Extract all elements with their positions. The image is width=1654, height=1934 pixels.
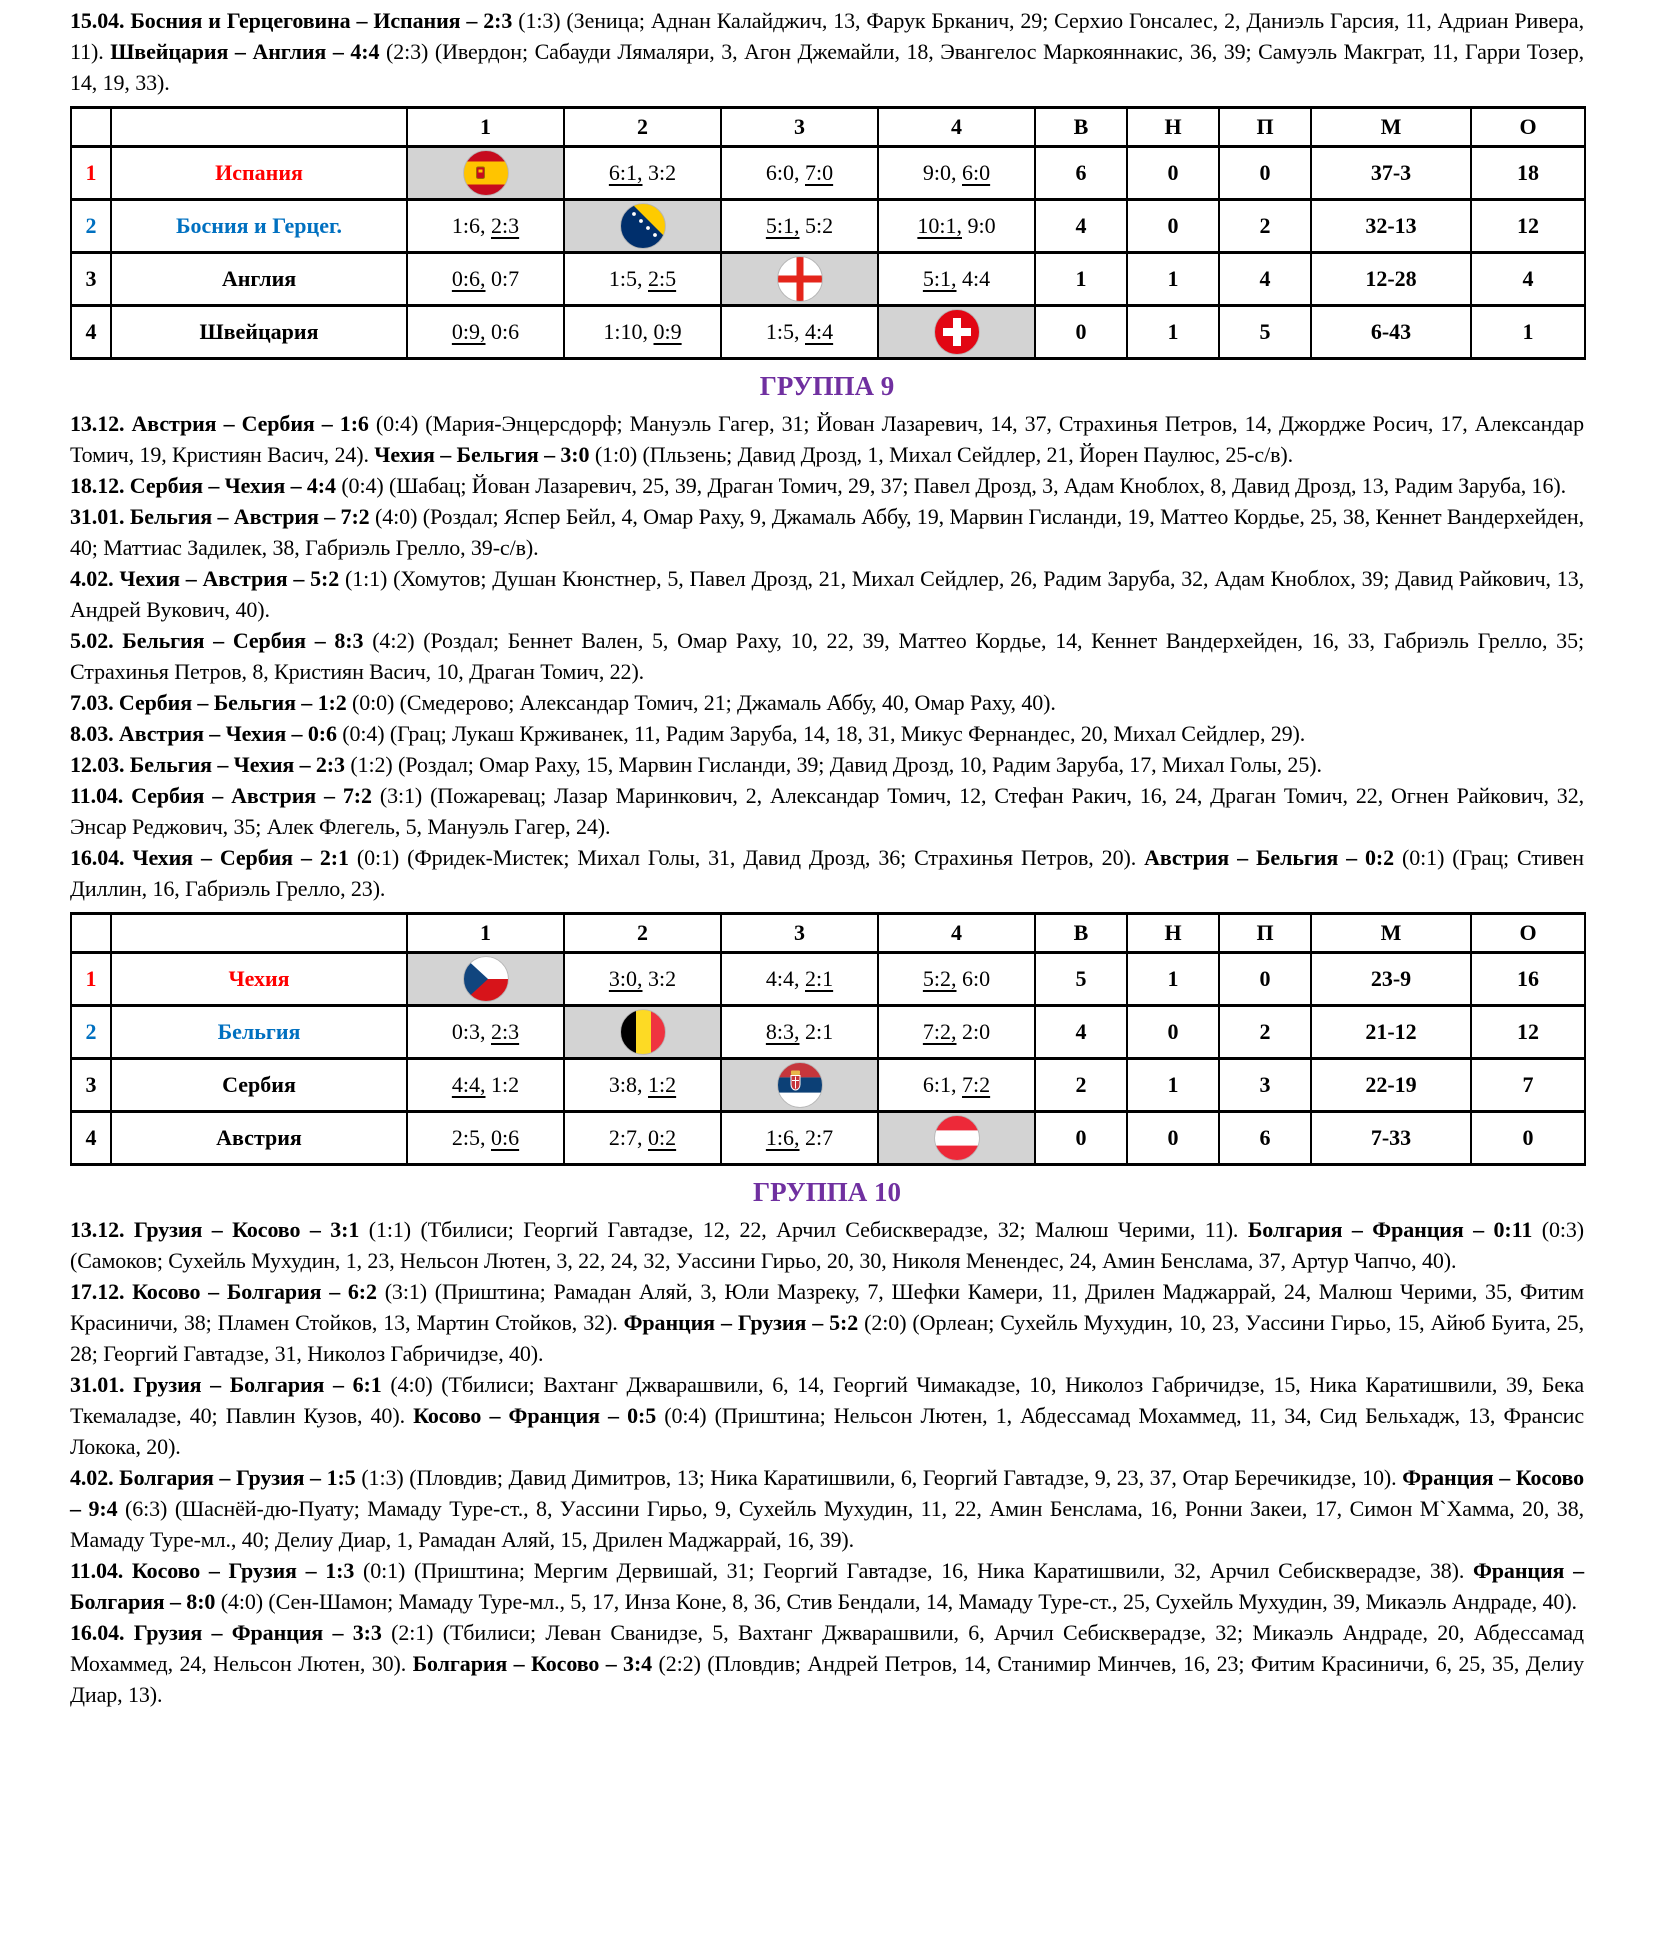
stat-value: 1 xyxy=(1127,306,1219,359)
result-score: 2:5, xyxy=(451,1125,491,1150)
group9-title: ГРУППА 9 xyxy=(759,371,895,401)
result-cell xyxy=(564,953,721,1006)
match-headline: 15.04. Босния и Герцеговина – Испания – 2:3 xyxy=(70,8,519,33)
result-score: 6:1, xyxy=(922,1072,962,1097)
belgium-flag-icon xyxy=(564,1006,721,1059)
result-score: 2:3 xyxy=(491,213,520,238)
column-header: М xyxy=(1311,108,1471,147)
group10-title: ГРУППА 10 xyxy=(752,1177,902,1207)
bosnia-flag-icon xyxy=(564,200,721,253)
result-cell xyxy=(407,1059,564,1112)
position-number: 4 xyxy=(71,306,111,359)
stat-value: 37-3 xyxy=(1311,147,1471,200)
england-flag-icon xyxy=(721,253,878,306)
match-details: (3:1) (Приштина; Рамадан Аляй, 3, Юли Мазреку, 7, Шефки Камери, 11, Дрилен Маджаррай, 24, Малюш Черими, 35, Фитим Красиничи, 38; Пламен Стойков, 13, Мартин Стойков, 32). xyxy=(70,1279,1584,1335)
match-headline: Болгария – Косово – 3:4 xyxy=(412,1651,659,1676)
column-header: 3 xyxy=(721,108,878,147)
match-headline: Чехия – Бельгия – 3:0 xyxy=(374,442,595,467)
result-score: 5:2 xyxy=(799,213,834,238)
column-header: 4 xyxy=(878,914,1035,953)
match-details: (0:4) (Мария-Энцерсдорф; Мануэль Гагер, 31; Йован Лазаревич, 14, 37, Страхинья Петров, 14, Джордже Росич, 17, Александар Томич, 19, Кристиян Васич, 24). xyxy=(70,411,1584,467)
column-header: 1 xyxy=(407,108,564,147)
result-score: 7:2, xyxy=(922,1019,957,1044)
match-report-paragraph xyxy=(70,470,1584,501)
column-header: М xyxy=(1311,914,1471,953)
column-header: 3 xyxy=(721,914,878,953)
standings-row xyxy=(71,1112,1585,1165)
stat-value: 4 xyxy=(1035,1006,1127,1059)
stat-value: 6-43 xyxy=(1311,306,1471,359)
result-score: 3:2 xyxy=(642,966,677,991)
match-details: (2:3) (Ивердон; Сабауди Лямаляри, 3, Агон Джемайли, 18, Эвангелос Маркояннакис, 36, 39; Самуэль Макграт, 11, Гарри Тозер, 14, 19, 33). xyxy=(70,39,1584,95)
result-score: 9:0, xyxy=(922,160,962,185)
result-score: 5:1, xyxy=(765,213,800,238)
stat-value: 2 xyxy=(1219,200,1311,253)
standings-row xyxy=(71,1006,1585,1059)
match-details: (0:1) (Приштина; Мергим Дервишай, 31; Георгий Гавтадзе, 16, Ника Каратишвили, 32, Арчил Себискверадзе, 38). xyxy=(362,1558,1473,1583)
result-score: 0:6 xyxy=(491,1125,520,1150)
match-report-paragraph xyxy=(70,1462,1584,1555)
match-headline: Австрия – Бельгия – 0:2 xyxy=(1144,845,1403,870)
standings-row xyxy=(71,147,1585,200)
column-header: О xyxy=(1471,108,1585,147)
stat-value: 1 xyxy=(1127,953,1219,1006)
column-header: П xyxy=(1219,108,1311,147)
match-report-paragraph xyxy=(70,718,1584,749)
match-headline: 8.03. Австрия – Чехия – 0:6 xyxy=(70,721,343,746)
match-headline: 17.12. Косово – Болгария – 6:2 xyxy=(70,1279,385,1304)
match-report-paragraph xyxy=(70,501,1584,563)
result-cell xyxy=(721,306,878,359)
match-details: (0:1) (Грац; Стивен Диллин, 16, Габриэль Грелло, 23). xyxy=(70,845,1584,901)
team-name: Сербия xyxy=(111,1059,407,1112)
result-cell xyxy=(407,1006,564,1059)
match-headline: 31.01. Грузия – Болгария – 6:1 xyxy=(70,1372,391,1397)
match-report-paragraph xyxy=(70,1214,1584,1276)
result-score: 0:2 xyxy=(648,1125,677,1150)
standings-table xyxy=(70,912,1586,1166)
result-score: 6:0 xyxy=(962,160,991,185)
stat-value: 6 xyxy=(1219,1112,1311,1165)
match-details: (3:1) (Пожаревац; Лазар Маринкович, 2, Александар Томич, 12, Стефан Ракич, 16, 24, Драган Томич, 22, Огнен Райкович, 32, Энсар Реджович, 35; Алек Флегель, 5, Мануэль Гагер, 24). xyxy=(70,783,1584,839)
match-headline: Франция – Косово – 9:4 xyxy=(70,1465,1584,1521)
result-score: 5:2, xyxy=(922,966,957,991)
spain-flag-icon xyxy=(407,147,564,200)
stat-value: 3 xyxy=(1219,1059,1311,1112)
match-report-paragraph xyxy=(70,842,1584,904)
position-number: 1 xyxy=(71,147,111,200)
column-header: Н xyxy=(1127,108,1219,147)
stat-value: 12 xyxy=(1471,200,1585,253)
result-cell xyxy=(878,953,1035,1006)
match-report-paragraph xyxy=(70,5,1584,98)
match-details: (1:1) (Тбилиси; Георгий Гавтадзе, 12, 22, Арчил Себискверадзе, 32; Малюш Черими, 11). xyxy=(368,1217,1248,1242)
result-cell xyxy=(878,253,1035,306)
result-score: 0:7 xyxy=(485,266,520,291)
match-details: (4:0) (Роздал; Яспер Бейл, 4, Омар Раху, 9, Джамаль Аббу, 19, Марвин Гисланди, 19, Маттео Кордье, 25, 38, Кеннет Вандерхейден, 40; Маттиас Задилек, 38, Габриэль Грелло, 39-с/в). xyxy=(70,504,1584,560)
result-score: 2:1 xyxy=(799,1019,834,1044)
team-name: Испания xyxy=(111,147,407,200)
result-score: 0:6, xyxy=(451,266,486,291)
match-headline: 4.02. Чехия – Австрия – 5:2 xyxy=(70,566,346,591)
match-headline: Болгария – Франция – 0:11 xyxy=(1247,1217,1542,1242)
result-score: 4:4, xyxy=(451,1072,486,1097)
result-score: 2:7, xyxy=(608,1125,648,1150)
match-headline: Косово – Франция – 0:5 xyxy=(413,1403,665,1428)
stat-value: 23-9 xyxy=(1311,953,1471,1006)
stat-value: 0 xyxy=(1219,147,1311,200)
team-name: Бельгия xyxy=(111,1006,407,1059)
column-header: Н xyxy=(1127,914,1219,953)
match-report-paragraph xyxy=(70,687,1584,718)
match-headline: 5.02. Бельгия – Сербия – 8:3 xyxy=(70,628,373,653)
result-score: 5:1, xyxy=(922,266,957,291)
result-cell xyxy=(878,200,1035,253)
match-details: (0:0) (Смедерово; Александар Томич, 21; Джамаль Аббу, 40, Омар Раху, 40). xyxy=(352,690,1056,715)
result-cell xyxy=(564,1112,721,1165)
match-details: (0:4) (Шабац; Йован Лазаревич, 25, 39, Драган Томич, 29, 37; Павел Дрозд, 3, Адам Кноблох, 8, Давид Дрозд, 13, Радим Заруба, 16). xyxy=(341,473,1566,498)
position-number: 3 xyxy=(71,1059,111,1112)
stat-value: 18 xyxy=(1471,147,1585,200)
match-details: (1:3) (Пловдив; Давид Димитров, 13; Ника Каратишвили, 6, Георгий Гавтадзе, 9, 23, 37, Отар Беречикидзе, 10). xyxy=(361,1465,1403,1490)
match-details: (0:1) (Фридек-Мистек; Михал Голы, 31, Давид Дрозд, 36; Страхинья Петров, 20). xyxy=(356,845,1145,870)
stat-value: 7 xyxy=(1471,1059,1585,1112)
table-header-row xyxy=(71,108,1585,147)
column-header: О xyxy=(1471,914,1585,953)
result-score: 3:8, xyxy=(608,1072,648,1097)
match-report-paragraph xyxy=(70,563,1584,625)
result-score: 1:6, xyxy=(451,213,491,238)
match-headline: 18.12. Сербия – Чехия – 4:4 xyxy=(70,473,342,498)
match-headline: Франция – Болгария – 8:0 xyxy=(70,1558,1584,1614)
match-details: (1:2) (Роздал; Омар Раху, 15, Марвин Гисланди, 39; Давид Дрозд, 10, Радим Заруба, 17, Михал Голы, 25). xyxy=(350,752,1322,777)
match-details: (2:1) (Тбилиси; Леван Сванидзе, 5, Вахтанг Джварашвили, 6, Арчил Себискверадзе, 32; Микаэль Андраде, 20, Абдессамад Мохаммед, 24, Нельсон Лютен, 30). xyxy=(70,1620,1584,1676)
position-number: 2 xyxy=(71,200,111,253)
stat-value: 0 xyxy=(1219,953,1311,1006)
result-score: 8:3, xyxy=(765,1019,800,1044)
stat-value: 0 xyxy=(1471,1112,1585,1165)
match-details: (4:2) (Роздал; Беннет Вален, 5, Омар Раху, 10, 22, 39, Маттео Кордье, 14, Кеннет Вандерхейден, 16, 33, Габриэль Грелло, 35; Страхинья Петров, 8, Кристиян Васич, 10, Драган Томич, 22). xyxy=(70,628,1584,684)
result-score: 1:2 xyxy=(485,1072,520,1097)
stat-value: 1 xyxy=(1035,253,1127,306)
result-score: 0:3, xyxy=(451,1019,491,1044)
team-name: Босния и Герцег. xyxy=(111,200,407,253)
result-score: 2:7 xyxy=(799,1125,834,1150)
match-headline: Швейцария – Англия – 4:4 xyxy=(110,39,386,64)
result-cell xyxy=(564,147,721,200)
empty-header-cell xyxy=(71,108,111,147)
result-cell xyxy=(721,1006,878,1059)
result-cell xyxy=(721,147,878,200)
stat-value: 4 xyxy=(1471,253,1585,306)
match-report-paragraph xyxy=(70,408,1584,470)
stat-value: 0 xyxy=(1127,1112,1219,1165)
match-details: (2:0) (Орлеан; Сухейль Мухудин, 10, 23, Уассини Гирьо, 15, Айюб Буита, 25, 28; Георгий Гавтадзе, 31, Николоз Габричидзе, 40). xyxy=(70,1310,1584,1366)
stat-value: 4 xyxy=(1035,200,1127,253)
match-headline: 7.03. Сербия – Бельгия – 1:2 xyxy=(70,690,353,715)
stat-value: 2 xyxy=(1219,1006,1311,1059)
stat-value: 1 xyxy=(1127,1059,1219,1112)
result-score: 2:1 xyxy=(805,966,834,991)
match-details: (6:3) (Шаснёй-дю-Пуату; Мамаду Туре-ст., 8, Уассини Гирьо, 9, Сухейль Мухудин, 11, 22, Амин Бенслама, 16, Ронни Закеи, 17, Симон М`Хамма, 20, 38, Мамаду Туре-мл., 40; Делиу Диар, 1, Рамадан Аляй, 15, Дрилен Маджаррай, 16, 39). xyxy=(70,1496,1584,1552)
result-cell xyxy=(878,147,1035,200)
result-score: 2:0 xyxy=(956,1019,991,1044)
team-name: Англия xyxy=(111,253,407,306)
stat-value: 2 xyxy=(1035,1059,1127,1112)
empty-header-cell xyxy=(111,108,407,147)
stat-value: 21-12 xyxy=(1311,1006,1471,1059)
stat-value: 32-13 xyxy=(1311,200,1471,253)
result-cell xyxy=(721,200,878,253)
stat-value: 12 xyxy=(1471,1006,1585,1059)
result-score: 7:0 xyxy=(805,160,834,185)
result-cell xyxy=(878,1059,1035,1112)
table-header-row xyxy=(71,914,1585,953)
result-score: 0:9 xyxy=(653,319,682,344)
match-headline: 12.03. Бельгия – Чехия – 2:3 xyxy=(70,752,351,777)
result-cell xyxy=(721,1112,878,1165)
match-report-paragraph xyxy=(70,749,1584,780)
intro-section xyxy=(70,5,1584,98)
match-report-paragraph xyxy=(70,780,1584,842)
result-score: 6:0, xyxy=(765,160,805,185)
standings-row xyxy=(71,253,1585,306)
standings-row xyxy=(71,200,1585,253)
result-cell xyxy=(564,306,721,359)
stat-value: 5 xyxy=(1035,953,1127,1006)
stat-value: 0 xyxy=(1035,306,1127,359)
group9-standings-table-container xyxy=(70,912,1584,1166)
column-header: В xyxy=(1035,914,1127,953)
match-details: (4:0) (Сен-Шамон; Мамаду Туре-мл., 5, 17, Инза Коне, 8, 36, Стив Бендали, 14, Мамаду Туре-ст., 25, Сухейль Мухудин, 39, Микаэль Андраде, 40). xyxy=(220,1589,1577,1614)
match-headline: 31.01. Бельгия – Австрия – 7:2 xyxy=(70,504,376,529)
stat-value: 4 xyxy=(1219,253,1311,306)
austria-flag-icon xyxy=(878,1112,1035,1165)
stat-value: 0 xyxy=(1035,1112,1127,1165)
column-header: П xyxy=(1219,914,1311,953)
match-headline: 16.04. Грузия – Франция – 3:3 xyxy=(70,1620,392,1645)
stat-value: 5 xyxy=(1219,306,1311,359)
column-header: В xyxy=(1035,108,1127,147)
stat-value: 7-33 xyxy=(1311,1112,1471,1165)
serbia-flag-icon xyxy=(721,1059,878,1112)
match-details: (2:2) (Пловдив; Андрей Петров, 14, Станимир Минчев, 16, 23; Фитим Красиничи, 6, 25, 35, Делиу Диар, 13). xyxy=(70,1651,1584,1707)
result-score: 1:10, xyxy=(603,319,654,344)
match-headline: 4.02. Болгария – Грузия – 1:5 xyxy=(70,1465,362,1490)
result-score: 3:0, xyxy=(608,966,643,991)
match-headline: 11.04. Косово – Грузия – 1:3 xyxy=(70,1558,363,1583)
stat-value: 1 xyxy=(1127,253,1219,306)
match-headline: 16.04. Чехия – Сербия – 2:1 xyxy=(70,845,357,870)
result-score: 3:2 xyxy=(642,160,677,185)
result-score: 4:4, xyxy=(765,966,805,991)
result-cell xyxy=(407,253,564,306)
result-score: 4:4 xyxy=(805,319,834,344)
stat-value: 6 xyxy=(1035,147,1127,200)
match-report-paragraph xyxy=(70,1555,1584,1617)
standings-row xyxy=(71,953,1585,1006)
match-details: (1:0) (Пльзень; Давид Дрозд, 1, Михал Сейдлер, 21, Йорен Паулюс, 25-с/в). xyxy=(594,442,1294,467)
result-cell xyxy=(721,953,878,1006)
result-score: 9:0 xyxy=(962,213,996,238)
result-score: 1:6, xyxy=(765,1125,800,1150)
result-score: 1:5, xyxy=(608,266,648,291)
match-details: (0:4) (Грац; Лукаш Крживанек, 11, Радим Заруба, 14, 18, 31, Микус Фернандес, 20, Михал Сейдлер, 29). xyxy=(342,721,1306,746)
empty-header-cell xyxy=(71,914,111,953)
stat-value: 12-28 xyxy=(1311,253,1471,306)
group8-standings-table-container xyxy=(70,106,1584,360)
result-score: 0:9, xyxy=(451,319,486,344)
standings-row xyxy=(71,1059,1585,1112)
standings-table xyxy=(70,106,1586,360)
result-score: 10:1, xyxy=(917,213,962,238)
match-details: (1:1) (Хомутов; Душан Кюнстнер, 5, Павел Дрозд, 21, Михал Сейдлер, 26, Радим Заруба, 32, Адам Кноблох, 39; Давид Райкович, 13, Андрей Вукович, 40). xyxy=(70,566,1585,622)
position-number: 1 xyxy=(71,953,111,1006)
position-number: 3 xyxy=(71,253,111,306)
column-header: 2 xyxy=(564,914,721,953)
result-score: 0:6 xyxy=(485,319,520,344)
match-headline: 13.12. Австрия – Сербия – 1:6 xyxy=(70,411,376,436)
column-header: 4 xyxy=(878,108,1035,147)
result-cell xyxy=(564,1059,721,1112)
stat-value: 0 xyxy=(1127,147,1219,200)
result-cell xyxy=(878,1006,1035,1059)
empty-header-cell xyxy=(111,914,407,953)
result-cell xyxy=(407,306,564,359)
group9-matches-section xyxy=(70,408,1584,904)
result-score: 1:5, xyxy=(765,319,805,344)
team-name: Швейцария xyxy=(111,306,407,359)
standings-row xyxy=(71,306,1585,359)
stat-value: 16 xyxy=(1471,953,1585,1006)
result-score: 2:5 xyxy=(648,266,677,291)
result-cell xyxy=(564,253,721,306)
position-number: 4 xyxy=(71,1112,111,1165)
match-report-paragraph xyxy=(70,625,1584,687)
match-details: (0:4) (Приштина; Нельсон Лютен, 1, Абдессамад Мохаммед, 11, 34, Сид Бельхадж, 13, Франсис Локока, 20). xyxy=(70,1403,1584,1459)
stat-value: 22-19 xyxy=(1311,1059,1471,1112)
team-name: Австрия xyxy=(111,1112,407,1165)
result-score: 2:3 xyxy=(491,1019,520,1044)
group10-matches-section xyxy=(70,1214,1584,1710)
match-report-paragraph xyxy=(70,1276,1584,1369)
match-details: (1:3) (Зеница; Аднан Калайджич, 13, Фарук Брканич, 29; Серхио Гонсалес, 2, Даниэль Гарсия, 11, Адриан Ривера, 11). xyxy=(70,8,1584,64)
column-header: 1 xyxy=(407,914,564,953)
result-score: 6:1, xyxy=(608,160,643,185)
stat-value: 0 xyxy=(1127,1006,1219,1059)
switzerland-flag-icon xyxy=(878,306,1035,359)
result-score: 1:2 xyxy=(648,1072,677,1097)
match-headline: 13.12. Грузия – Косово – 3:1 xyxy=(70,1217,369,1242)
match-report-paragraph xyxy=(70,1617,1584,1710)
czech-flag-icon xyxy=(407,953,564,1006)
stat-value: 0 xyxy=(1127,200,1219,253)
position-number: 2 xyxy=(71,1006,111,1059)
result-cell xyxy=(407,200,564,253)
match-headline: Франция – Грузия – 5:2 xyxy=(623,1310,865,1335)
match-details: (4:0) (Тбилиси; Вахтанг Джварашвили, 6, 14, Георгий Чимакадзе, 10, Николоз Габричидзе, 15, Ника Каратишвили, 39, Бека Ткемаладзе, 40; Павлин Кузов, 40). xyxy=(70,1372,1584,1428)
result-score: 4:4 xyxy=(956,266,991,291)
result-score: 6:0 xyxy=(956,966,991,991)
match-report-paragraph xyxy=(70,1369,1584,1462)
match-details: (0:3) (Самоков; Сухейль Мухудин, 1, 23, Нельсон Лютен, 3, 22, 24, 32, Уассини Гирьо, 20, 30, Николя Менендес, 24, Амин Бенслама, 37, Артур Чапчо, 40). xyxy=(70,1217,1584,1273)
match-headline: 11.04. Сербия – Австрия – 7:2 xyxy=(70,783,380,808)
stat-value: 1 xyxy=(1471,306,1585,359)
result-cell xyxy=(407,1112,564,1165)
column-header: 2 xyxy=(564,108,721,147)
result-score: 7:2 xyxy=(962,1072,991,1097)
team-name: Чехия xyxy=(111,953,407,1006)
